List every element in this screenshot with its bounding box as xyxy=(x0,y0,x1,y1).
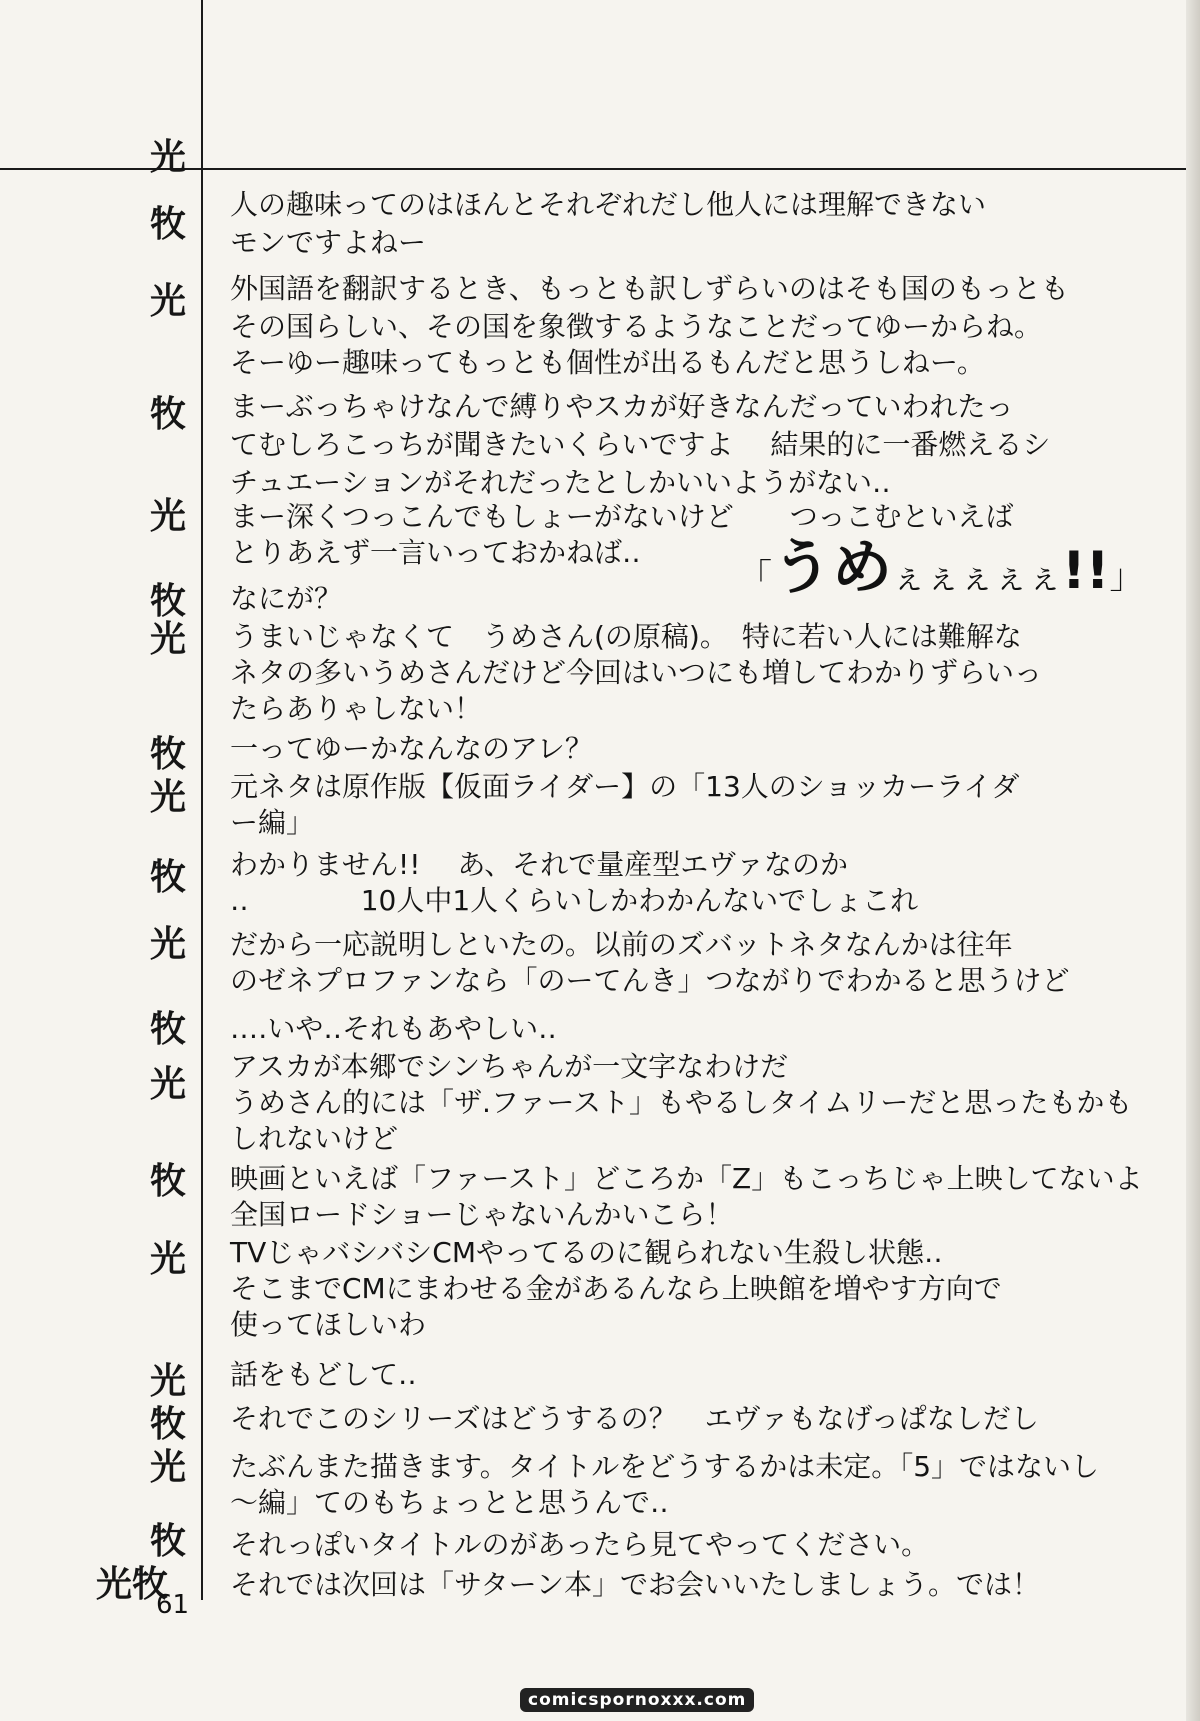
dialogue-line: 〜編」てのもちょっとと思うんで‥ xyxy=(230,1486,669,1519)
bang-text: !! xyxy=(1062,541,1110,601)
speaker-label: 光 xyxy=(150,495,187,537)
dialogue-line: モンですよねー xyxy=(230,226,427,259)
speaker-label: 牧 xyxy=(150,1008,187,1050)
speaker-label: 牧 xyxy=(150,856,187,898)
dialogue-line: ‥ 10人中1人くらいしかわかんないでしょこれ xyxy=(230,884,919,917)
dialogue-line: とりあえず一言いっておかねば‥ xyxy=(230,536,641,569)
dialogue-line: 全国ロードショーじゃないんかいこら！ xyxy=(230,1198,734,1231)
dialogue-line: たぶんまた描きます。タイトルをどうするかは未定。「5」ではないし xyxy=(230,1450,1100,1483)
ume-text: うめ xyxy=(772,533,892,603)
e-text: ぇぇぇぇぇ xyxy=(892,557,1062,597)
speaker-label: 光 xyxy=(150,618,187,660)
dialogue-line: その国らしい、その国を象徴するようなことだってゆーからね。 xyxy=(230,310,1043,343)
speaker-label: 光 xyxy=(150,1063,187,1105)
dialogue-line: まー深くつっこんでもしょーがないけど つっこむといえば xyxy=(230,500,1014,533)
dialogue-line: うめさん的には「ザ.ファースト」もやるしタイムリーだと思ったもかも xyxy=(230,1086,1133,1119)
dialogue-line: わかりません!! あ、それで量産型エヴァなのか xyxy=(230,848,848,881)
speaker-label: 光 xyxy=(150,1446,187,1488)
dialogue-line: それでこのシリーズはどうするの？ エヴァもなげっぱなしだし xyxy=(230,1402,1039,1435)
dialogue-line: まーぶっちゃけなんで縛りやスカが好きなんだっていわれたっ xyxy=(230,390,1014,423)
speaker-label: 光 xyxy=(150,1238,187,1280)
dialogue-line: だから一応説明しといたの。以前のズバットネタなんかは往年 xyxy=(230,928,1013,961)
bracket-close: 」 xyxy=(1109,557,1144,597)
speaker-label: 光 xyxy=(150,1360,187,1402)
speaker-label: 牧 xyxy=(150,733,187,775)
speaker-label: 牧 xyxy=(150,203,187,245)
dialogue-line: チュエーションがそれだったとしかいいようがない‥ xyxy=(230,466,891,499)
dialogue-line: 元ネタは原作版【仮面ライダー】の「13人のショッカーライダ xyxy=(230,770,1020,803)
speaker-label: 牧 xyxy=(150,1520,187,1562)
speaker-label: 牧 xyxy=(150,580,187,622)
watermark: comicspornoxxx.com xyxy=(520,1688,754,1712)
page-edge-shadow xyxy=(1186,0,1200,1721)
header-speaker: 光 xyxy=(150,136,187,178)
dialogue-line: 一ってゆーかなんなのアレ？ xyxy=(230,732,593,765)
dialogue-line: それっぽいタイトルのがあったら見てやってください。 xyxy=(230,1528,930,1561)
dialogue-line: アスカが本郷でシンちゃんが一文字なわけだ xyxy=(230,1050,789,1083)
speaker-label: 牧 xyxy=(150,393,187,435)
dialogue-line: TVじゃバシバシCMやってるのに観られない生殺し状態‥ xyxy=(230,1236,943,1269)
dialogue-line: 話をもどして‥ xyxy=(230,1358,417,1391)
page-number: 61 xyxy=(156,1590,190,1620)
speaker-label: 牧 xyxy=(150,1160,187,1202)
dialogue-line: 使ってほしいわ xyxy=(230,1308,427,1341)
dialogue-line: ‥‥いや‥それもあやしい‥ xyxy=(230,1012,557,1045)
dialogue-line: しれないけど xyxy=(230,1122,399,1155)
dialogue-line: ー編」 xyxy=(230,806,315,839)
bracket-open: 「 xyxy=(738,557,772,597)
dialogue-line: それでは次回は「サターン本」でお会いいたしましょう。では！ xyxy=(230,1568,1041,1601)
speaker-label: 牧 xyxy=(150,1403,187,1445)
speaker-label: 光牧 xyxy=(96,1563,169,1605)
dialogue-line: うまいじゃなくて うめさん(の原稿)。 特に若い人には難解な xyxy=(230,620,1022,653)
dialogue-line: なにが？ xyxy=(230,582,343,615)
speaker-label: 光 xyxy=(150,280,187,322)
dialogue-line: そーゆー趣味ってもっとも個性が出るもんだと思うしねー。 xyxy=(230,346,985,379)
dialogue-line: そこまでCMにまわせる金があるんなら上映館を増やす方向で xyxy=(230,1272,1002,1305)
dialogue-line: たらありゃしない！ xyxy=(230,692,483,725)
dialogue-line: 人の趣味ってのはほんとそれぞれだし他人には理解できない xyxy=(230,188,987,221)
speaker-label: 光 xyxy=(150,776,187,818)
exclamation-ume xyxy=(738,533,1144,607)
dialogue-line: てむしろこっちが聞きたいくらいですよ 結果的に一番燃えるシ xyxy=(230,428,1051,461)
dialogue-line: ネタの多いうめさんだけど今回はいつにも増してわかりずらいっ xyxy=(230,656,1043,689)
dialogue-line: 映画といえば「ファースト」どころか「Z」もこっちじゃ上映してないよ xyxy=(230,1162,1143,1195)
dialogue-line: のゼネプロファンなら「のーてんき」つながりでわかると思うけど xyxy=(230,964,1070,997)
vertical-rule xyxy=(201,0,203,1600)
speaker-label: 光 xyxy=(150,923,187,965)
dialogue-line: 外国語を翻訳するとき、もっとも訳しずらいのはそも国のもっとも xyxy=(230,272,1069,305)
